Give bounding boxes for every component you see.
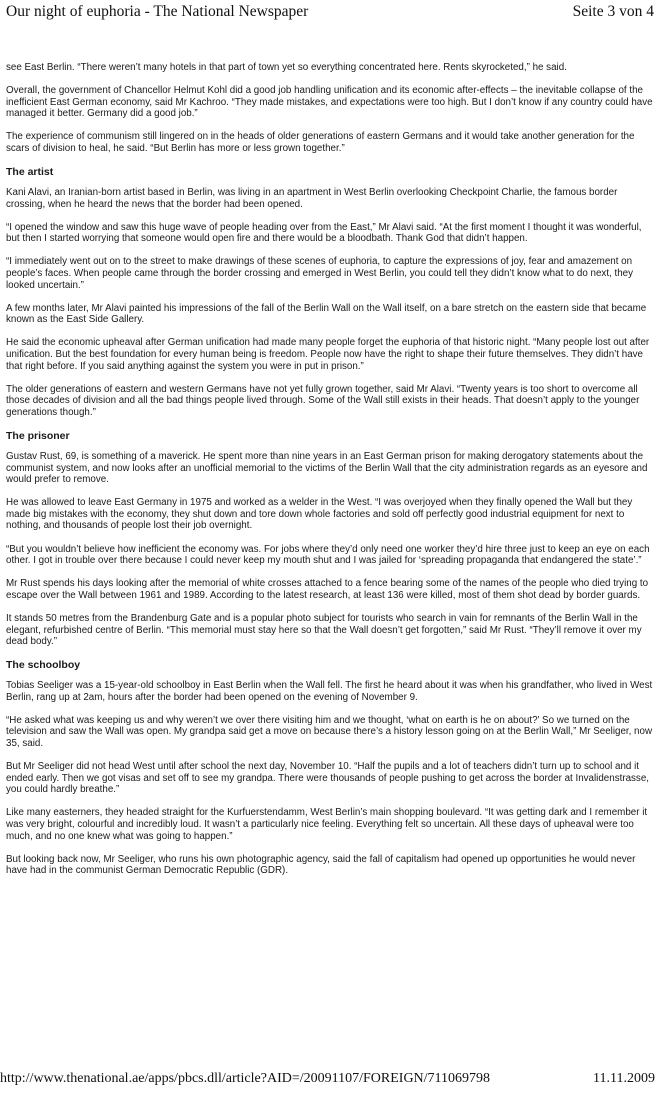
source-url: http://www.thenational.ae/apps/pbcs.dll/article?AID=/20091107/FOREIGN/711069798 (0, 1071, 491, 1086)
article-paragraph: The older generations of eastern and western Germans have not yet fully grown together, said Mr Alavi. “Twenty years is too short to overcome all those decades of division and all the bad things people lived through. Some of the Wall still exists in their heads. That doesn’t apply to the younger generations though.” (6, 383, 640, 418)
article-paragraph: He was allowed to leave East Germany in 1975 and worked as a welder in the West. “I was overjoyed when they finally opened the Wall but they made big mistakes with the economy, they shut down and tore down whole factories and sold off perfectly good industrial equipment for next to nothing, and thousands of people lost their job overnight. (6, 497, 633, 532)
page-header (6, 3, 654, 25)
article-paragraph: Like many easterners, they headed straight for the Kurfuerstendamm, West Berlin’s main shopping boulevard. “It was getting dark and I remember it was very bright, colourful and incredibly loud. It wasn’t a particularly nice feeling. Everything felt so uncertain. All these days of upheaval were too much, and no one knew what was going to happen.” (6, 807, 648, 842)
article-paragraph: It stands 50 metres from the Brandenburg Gate and is a popular photo subject for tourists who search in vain for remnants of the Berlin Wall in the elegant, refurbished centre of Berlin. “This memorial must stay here so that the Wall doesn’t get forgotten,” said Mr Rust. “They’ll remove it over my dead body.” (6, 612, 642, 648)
article-paragraph: He said the economic upheaval after German unification had made many people forget the euphoria of that historic night. “Many people lost out after unification. But the best foundation for every human being is freedom. People now have the right to shape their future themselves. They didn’t have that right before. If you said anything against the system you were in put in prison.” (6, 337, 650, 372)
article-paragraph: “I opened the window and saw this huge wave of people heading over from the East,” Mr Alavi said. “At the first moment I thought it was wonderful, but then I started worrying that someone would open fire and there would be a bloodbath. Thank God that didn’t happen. (6, 221, 642, 245)
article-paragraph: “I immediately went out on to the street to make drawings of these scenes of euphoria, to capture the expressions of joy, fear and amazement on people’s faces. When people came through the border crossing and emerged in West Berlin, you could tell they didn’t know what to do next, they looked uncertain.” (6, 256, 634, 291)
section-heading: The schoolboy (6, 659, 81, 672)
article-body (6, 62, 654, 888)
article-paragraph: Overall, the government of Chancellor Helmut Kohl did a good job handling unification and its economic after-effects – the inevitable collapse of the inefficient East German economy, said Mr Kachroo. “They made mistakes, and expectations were too high. But I don’t know if any country could have managed it better. Germany did a good job.” (6, 85, 653, 120)
article-paragraph: Tobias Seeliger was a 15-year-old schoolboy in East Berlin when the Wall fell. The first he heard about it was when his grandfather, who lived in West Berlin, rang up at 2am, hours after the border had been opened on the evening of November 9. (6, 680, 653, 703)
article-paragraph: Mr Rust spends his days looking after the memorial of white crosses attached to a fence bearing some of the names of the people who died trying to escape over the Wall between 1961 and 1989. According to the latest research, at least 136 were killed, most of them shot dead by border guards. (6, 578, 649, 601)
article-paragraph: The experience of communism still lingered on in the heads of older generations of eastern Germans and it would take another generation for the scars of division to heal, he said. “But Berlin has more or less grown together.” (6, 131, 635, 154)
article-paragraph: “He asked what was keeping us and why weren’t we over there visiting him and we thought, ‘what on earth is he on about?’ So we turned on the television and saw the Wall was open. My grandpa said get a move on because there’s a history lesson going on at the Berlin Wall,” Mr Seeliger, now 35, said. (6, 714, 653, 750)
document-title: Our night of euphoria - The National Newspaper (6, 3, 309, 20)
article-paragraph: But looking back now, Mr Seeliger, who runs his own photographic agency, said the fall of capitalism had opened up opportunities he would never have had in the communist German Democratic Republic (GDR). (6, 853, 636, 877)
page-number: Seite 3 von 4 (572, 3, 654, 20)
article-paragraph: “But you wouldn’t believe how inefficient the economy was. For jobs where they’d only need one worker they’d hire three just to keep an eye on each other. I got in trouble over there because I could never keep my mouth shut and I was jailed for ‘spreading propaganda that endangered the state’.” (6, 543, 650, 567)
article-paragraph: Gustav Rust, 69, is something of a maverick. He spent more than nine years in an East German prison for making derogatory statements about the communist system, and now looks after an unofficial memorial to the victims of the Berlin Wall that the city administration regards as an eyesore and would prefer to remove. (6, 450, 648, 486)
page-footer (0, 1071, 655, 1091)
section-heading: The artist (6, 166, 54, 179)
section-heading: The prisoner (6, 429, 70, 442)
article-paragraph: A few months later, Mr Alavi painted his impressions of the fall of the Berlin Wall on the Wall itself, on a bare stretch on the eastern side that became known as the East Side Gallery. (6, 302, 647, 326)
print-date: 11.11.2009 (593, 1071, 655, 1086)
article-paragraph: But Mr Seeliger did not head West until after school the next day, November 10. “Half the pupils and a lot of teachers didn’t turn up to school and it ended early. Then we got visas and set off to see my grandpa. There were thousands of people pushing to get across the border at Invalidenstrasse, you could hardly breathe.” (6, 761, 650, 796)
article-paragraph: see East Berlin. “There weren’t many hotels in that part of town yet so everything concentrated here. Rents skyrocketed,” he said. (6, 62, 567, 73)
article-paragraph: Kani Alavi, an Iranian-born artist based in Berlin, was living in an apartment in West Berlin overlooking Checkpoint Charlie, the famous border crossing, when he heard the news that the border had been opened. (6, 187, 618, 210)
